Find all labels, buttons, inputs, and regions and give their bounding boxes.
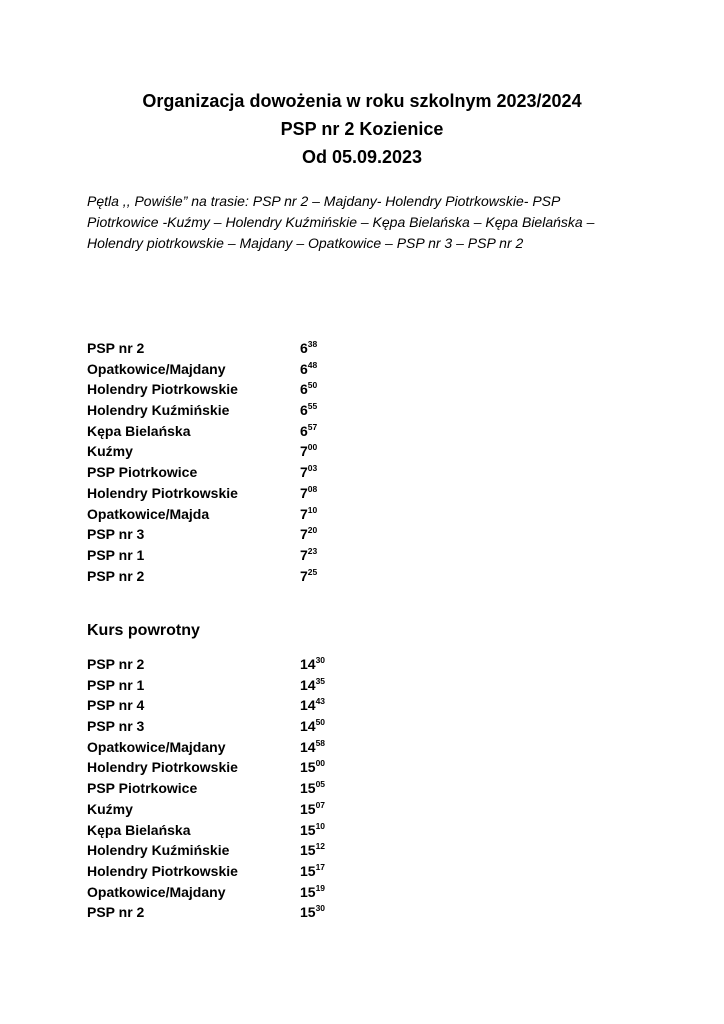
stop-name: Opatkowice/Majdany bbox=[87, 738, 226, 755]
stop-name: PSP nr 2 bbox=[87, 340, 145, 356]
time-minutes: 48 bbox=[307, 359, 318, 370]
time-hour: 6 bbox=[300, 360, 308, 377]
departure-time bbox=[300, 400, 317, 421]
time-hour: 7 bbox=[300, 567, 308, 584]
stop-name: PSP nr 1 bbox=[87, 546, 145, 563]
time-minutes: 30 bbox=[315, 655, 326, 665]
time-minutes: 50 bbox=[307, 380, 318, 391]
stop-name: Kuźmy bbox=[87, 800, 133, 817]
departure-time bbox=[300, 379, 317, 400]
time-minutes: 10 bbox=[307, 504, 318, 515]
departure-time bbox=[300, 820, 325, 841]
departure-time bbox=[300, 566, 317, 587]
stop-name: PSP nr 2 bbox=[87, 567, 145, 584]
return-heading: Kurs powrotny bbox=[87, 622, 200, 639]
time-hour: 15 bbox=[300, 842, 316, 859]
time-hour: 7 bbox=[300, 546, 308, 563]
time-minutes: 08 bbox=[307, 483, 318, 494]
time-hour: 14 bbox=[300, 656, 316, 672]
time-minutes: 55 bbox=[307, 401, 318, 412]
route-line: Piotrkowice -Kuźmy – Holendry Kuźmińskie – Kępa Bielańska – Kępa Bielańska – bbox=[87, 214, 595, 230]
time-hour: 15 bbox=[300, 821, 316, 838]
stop-name: PSP nr 2 bbox=[87, 656, 145, 672]
departure-time bbox=[300, 504, 317, 525]
stop-name: PSP nr 3 bbox=[87, 718, 145, 735]
route-line: Holendry piotrkowskie – Majdany – Opatkowice – PSP nr 3 – PSP nr 2 bbox=[87, 235, 524, 251]
time-hour: 15 bbox=[300, 904, 316, 921]
time-minutes: 00 bbox=[307, 442, 318, 453]
departure-time bbox=[300, 799, 325, 820]
stop-name: Holendry Kuźmińskie bbox=[87, 402, 230, 419]
time-minutes: 23 bbox=[307, 545, 318, 556]
stop-name: Holendry Piotrkowskie bbox=[87, 381, 238, 398]
departure-time bbox=[300, 545, 317, 566]
effective-date: Od 05.09.2023 bbox=[301, 147, 423, 167]
time-minutes: 17 bbox=[315, 861, 326, 872]
departure-time bbox=[300, 695, 325, 716]
departure-time bbox=[300, 338, 317, 359]
time-minutes: 12 bbox=[315, 841, 326, 852]
time-minutes: 57 bbox=[307, 421, 318, 432]
time-hour: 6 bbox=[300, 402, 308, 419]
departure-time bbox=[300, 757, 325, 778]
time-hour: 7 bbox=[300, 484, 308, 501]
time-minutes: 25 bbox=[307, 566, 318, 577]
stop-name: Holendry Kuźmińskie bbox=[87, 842, 230, 859]
time-hour: 15 bbox=[300, 759, 316, 776]
time-hour: 7 bbox=[300, 464, 308, 481]
time-hour: 7 bbox=[300, 505, 308, 522]
time-hour: 15 bbox=[300, 780, 316, 797]
stop-name: PSP nr 1 bbox=[87, 676, 145, 693]
stop-name: Holendry Piotrkowskie bbox=[87, 862, 238, 879]
stop-name: Opatkowice/Majda bbox=[87, 505, 210, 522]
departure-time bbox=[300, 675, 325, 696]
time-minutes: 35 bbox=[315, 675, 326, 686]
departure-time bbox=[300, 483, 317, 504]
time-minutes: 19 bbox=[315, 882, 326, 893]
departure-time bbox=[300, 524, 317, 545]
departure-time bbox=[300, 441, 317, 462]
departure-time bbox=[300, 882, 325, 903]
time-minutes: 30 bbox=[315, 903, 326, 914]
departure-time bbox=[300, 778, 325, 799]
departure-time bbox=[300, 840, 325, 861]
departure-time bbox=[300, 902, 325, 923]
time-hour: 7 bbox=[300, 526, 308, 543]
time-hour: 15 bbox=[300, 800, 316, 817]
stop-name: Kępa Bielańska bbox=[87, 821, 191, 838]
departure-time bbox=[300, 716, 325, 737]
stop-name: Holendry Piotrkowskie bbox=[87, 484, 238, 501]
time-minutes: 50 bbox=[315, 717, 326, 728]
time-hour: 7 bbox=[300, 443, 308, 460]
document-title: Organizacja dowożenia w roku szkolnym 2023/2024 bbox=[142, 91, 582, 111]
stop-name: Opatkowice/Majdany bbox=[87, 360, 226, 377]
departure-time bbox=[300, 737, 325, 758]
time-hour: 15 bbox=[300, 883, 316, 900]
time-hour: 14 bbox=[300, 697, 316, 714]
stop-name: PSP nr 2 bbox=[87, 904, 145, 921]
departure-time bbox=[300, 359, 317, 380]
route-description bbox=[87, 191, 647, 254]
departure-time bbox=[300, 861, 325, 882]
time-hour: 6 bbox=[300, 422, 308, 439]
time-minutes: 05 bbox=[315, 779, 326, 790]
departure-time bbox=[300, 654, 325, 675]
stop-name: Holendry Piotrkowskie bbox=[87, 759, 238, 776]
departure-time bbox=[300, 421, 317, 442]
stop-name: Kuźmy bbox=[87, 443, 133, 460]
stop-name: PSP nr 4 bbox=[87, 697, 145, 714]
time-minutes: 58 bbox=[315, 737, 326, 748]
school-name: PSP nr 2 Kozienice bbox=[280, 119, 444, 139]
time-hour: 14 bbox=[300, 738, 316, 755]
time-minutes: 10 bbox=[315, 820, 326, 831]
departure-time bbox=[300, 462, 317, 483]
time-minutes: 07 bbox=[315, 799, 326, 810]
stop-name: Opatkowice/Majdany bbox=[87, 883, 226, 900]
time-minutes: 38 bbox=[307, 339, 318, 349]
stop-name: Kępa Bielańska bbox=[87, 422, 191, 439]
time-minutes: 00 bbox=[315, 758, 326, 769]
time-hour: 15 bbox=[300, 862, 316, 879]
time-hour: 14 bbox=[300, 718, 316, 735]
time-hour: 14 bbox=[300, 676, 316, 693]
time-hour: 6 bbox=[300, 381, 308, 398]
route-line: Pętla ,, Powiśle” na trasie: PSP nr 2 – Majdany- Holendry Piotrkowskie- PSP bbox=[87, 193, 561, 209]
stop-name: PSP Piotrkowice bbox=[87, 464, 198, 481]
stop-name: PSP nr 3 bbox=[87, 526, 145, 543]
time-minutes: 20 bbox=[307, 525, 318, 536]
time-minutes: 03 bbox=[307, 463, 318, 474]
stop-name: PSP Piotrkowice bbox=[87, 780, 198, 797]
time-minutes: 43 bbox=[315, 696, 326, 707]
time-hour: 6 bbox=[300, 340, 308, 356]
